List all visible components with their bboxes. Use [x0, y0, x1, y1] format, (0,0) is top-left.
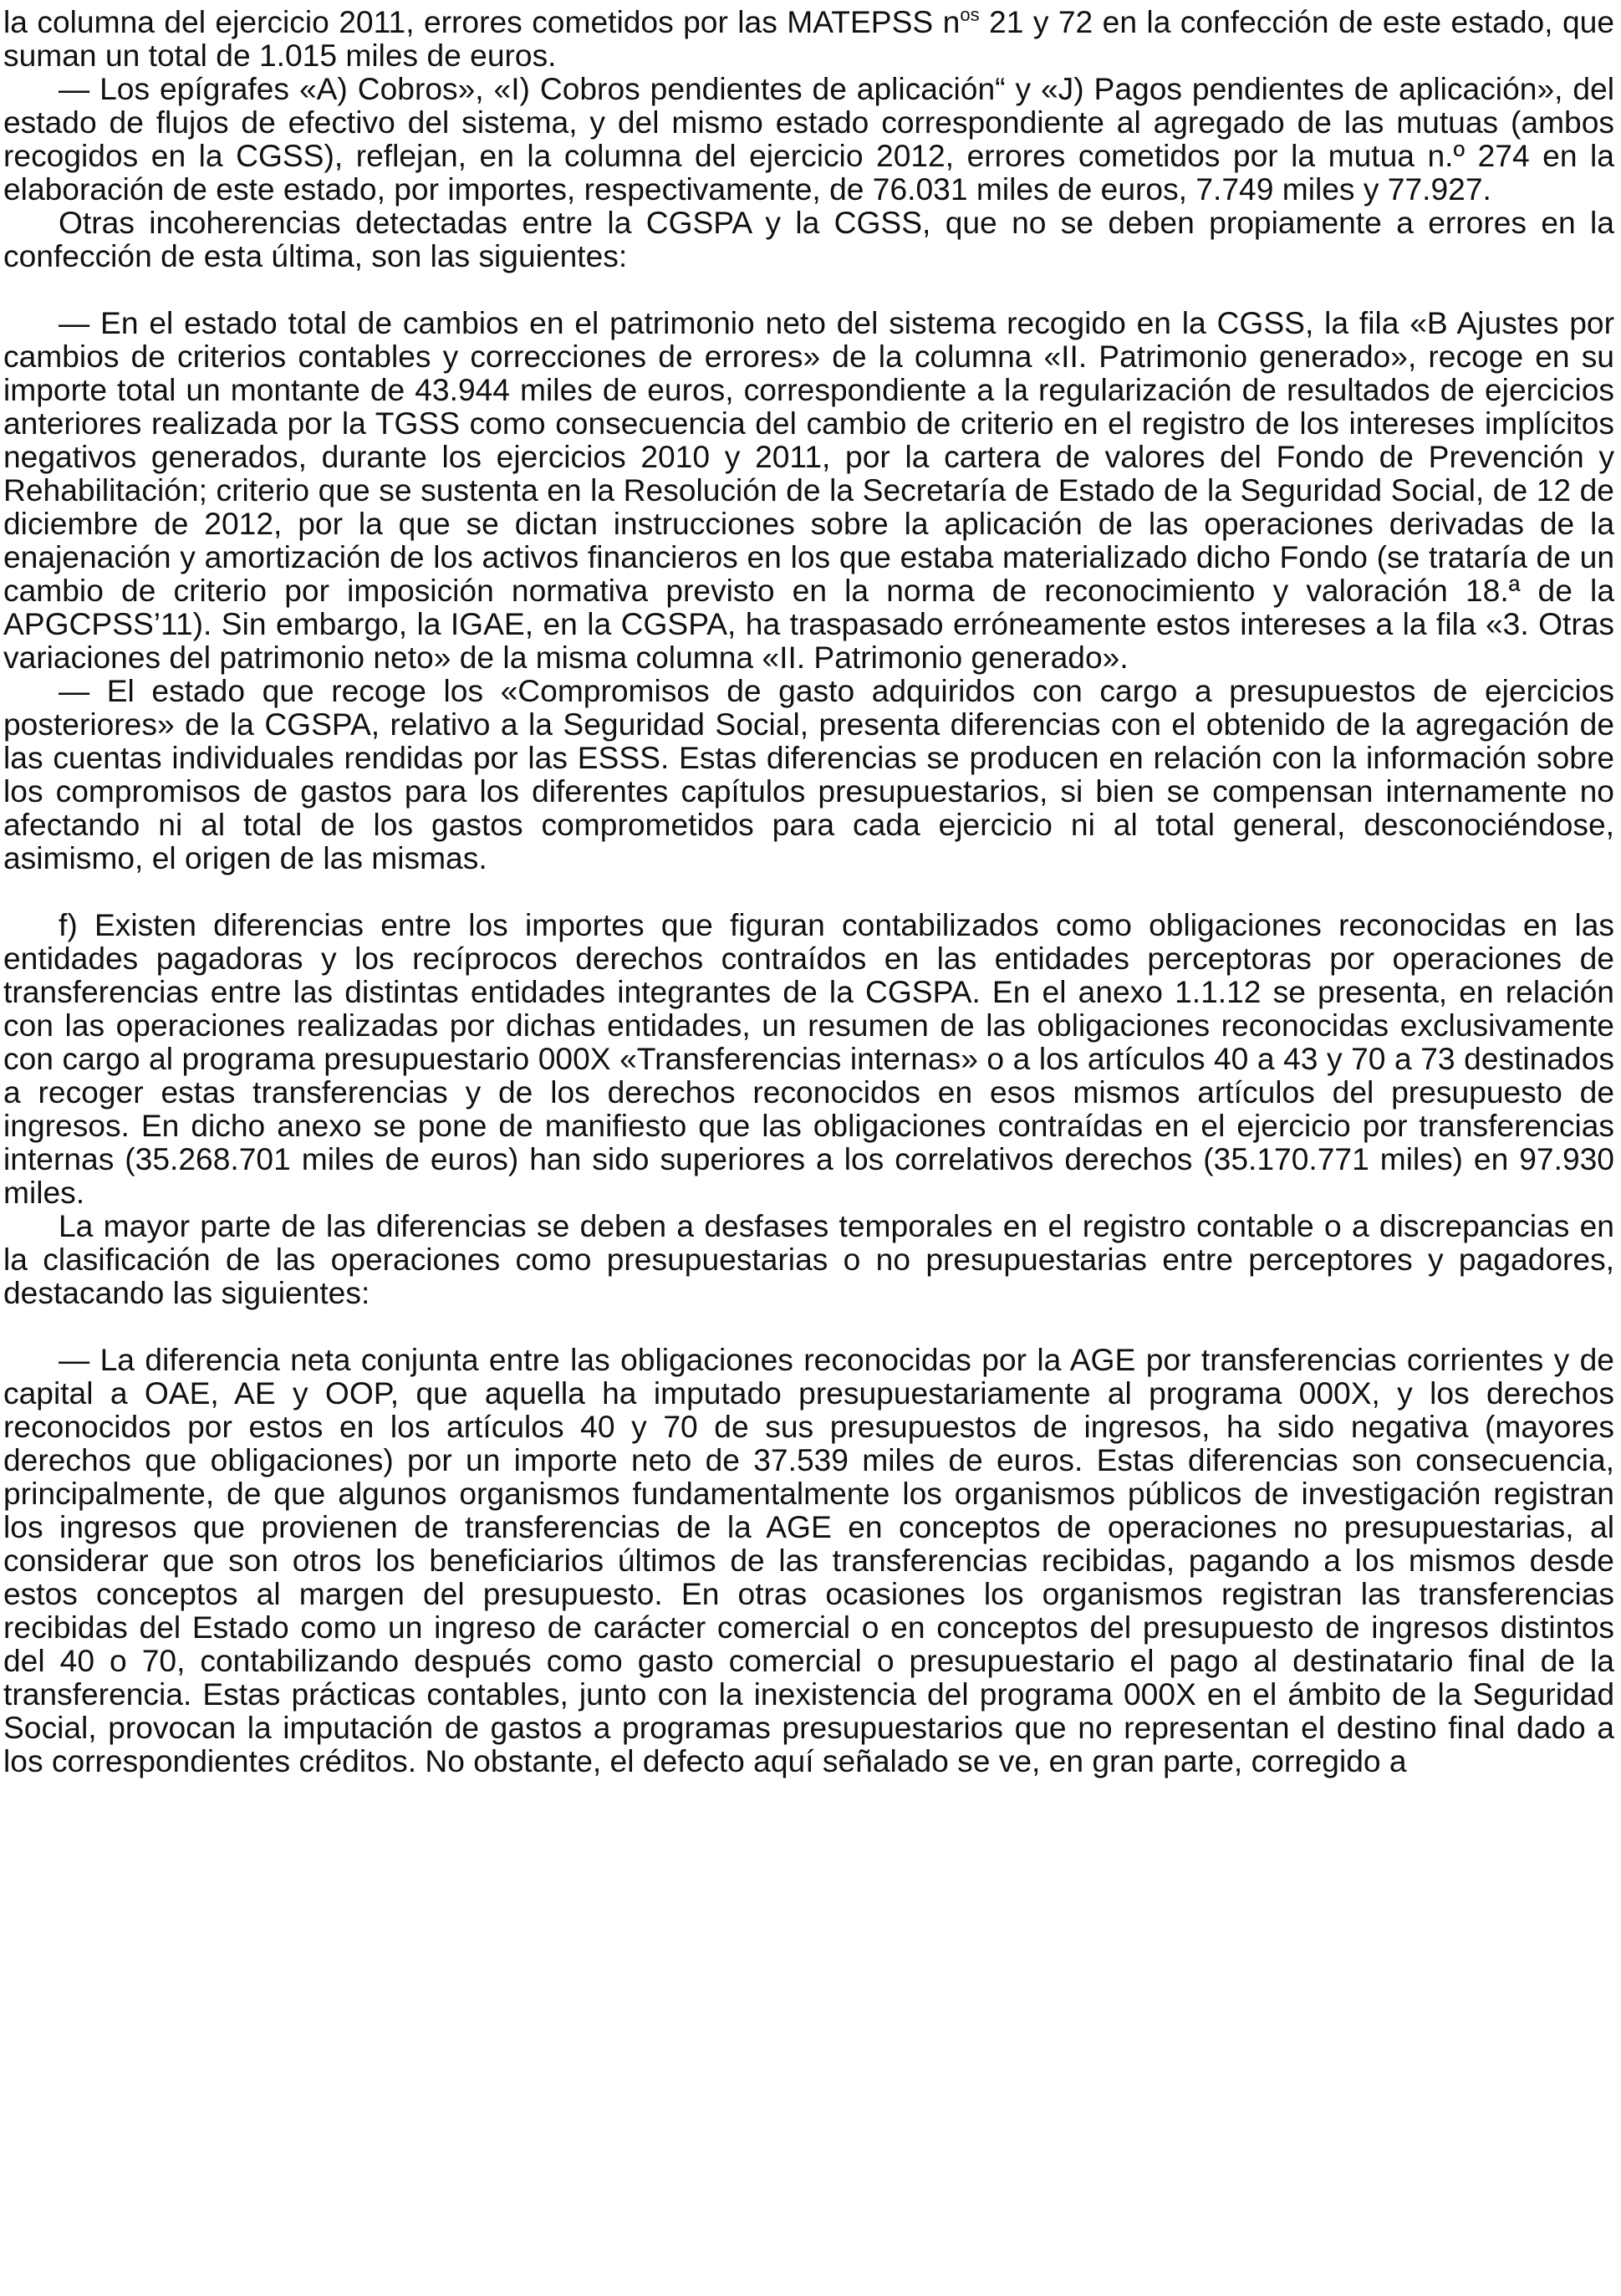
paragraph-bullet: — La diferencia neta conjunta entre las obligaciones reconocidas por la AGE por transferencias corrientes y de capital a OAE, AE y OOP, que aquella ha imputado presupuestariamente al programa 000X, y los derechos reconocidos por estos en los artículos 40 y 70 de sus presupuestos de ingresos, ha sido negativa (mayores derechos que obligaciones) por un importe neto de 37.539 miles de euros. Estas diferencias son consecuencia, principalmente, de que algunos organismos fundamentalmente los organismos públicos de investigación registran los ingresos que provienen de transferencias de la AGE en conceptos de operaciones no presupuestarias, al considerar que son otros los beneficiarios últimos de las transferencias recibidas, pagando a los mismos desde estos conceptos al margen del presupuesto. En otras ocasiones los organismos registran las transferencias recibidas del Estado como un ingreso de carácter comercial o en conceptos del presupuesto de ingresos distintos del 40 o 70, contabilizando después como gasto comercial o presupuestario el pago al destinatario final de la transferencia. Estas prácticas contables, junto con la inexistencia del programa 000X en el ámbito de la Seguridad Social, provocan la imputación de gastos a programas presupuestarios que no representan el destino final dado a los correspondientes créditos. No obstante, el defecto aquí señalado se ve, en gran parte, corregido a — [3, 1342, 1614, 1778]
paragraph-continuation — [3, 5, 1614, 72]
paragraph-text-part: 21 y 72 en la confección de este estado, que suman un total de 1.015 miles de euros. — [3, 4, 1614, 73]
paragraph-intro: Otras incoherencias detectadas entre la CGSPA y la CGSS, que no se deben propiamente a errores en la confección de esta última, son las siguientes: — [3, 205, 1614, 273]
paragraph-item-f: f) Existen diferencias entre los importes que figuran contabilizados como obligaciones reconocidas en las entidades pagadoras y los recíprocos derechos contraídos en las entidades perceptoras por operaciones de transferencias entre las distintas entidades integrantes de la CGSPA. En el anexo 1.1.12 se presenta, en relación con las operaciones realizadas por dichas entidades, un resumen de las obligaciones reconocidas exclusivamente con cargo al programa presupuestario 000X «Transferencias internas» o a los artículos 40 a 43 y 70 a 73 destinados a recoger estas transferencias y de los derechos reconocidos en esos mismos artículos del presupuesto de ingresos. En dicho anexo se pone de manifiesto que las obligaciones contraídas en el ejercicio por transferencias internas (35.268.701 miles de euros) han sido superiores a los correlativos derechos (35.170.771 miles) en 97.930 miles. — [3, 907, 1614, 1210]
superscript-text: os — [960, 4, 980, 25]
paragraph-bullet: — El estado que recoge los «Compromisos de gasto adquiridos con cargo a presupuestos de ejercicios posteriores» de la CGSPA, relativo a la Seguridad Social, presenta diferencias con el obtenido de la agregación de las cuentas individuales rendidas por las ESSS. Estas diferencias se producen en relación con la información sobre los compromisos de gastos para los diferentes capítulos presupuestarios, si bien se compensan internamente no afectando ni al total de los gastos comprometidos para cada ejercicio ni al total general, desconociéndose, asimismo, el origen de las mismas. — [3, 673, 1614, 875]
paragraph-bullet: — Los epígrafes «A) Cobros», «I) Cobros pendientes de aplicación“ y «J) Pagos pendientes de aplicación», del estado de flujos de efectivo del sistema, y del mismo estado correspondiente al agregado de las mutuas (ambos recogidos en la CGSS), reflejan, en la columna del ejercicio 2012, errores cometidos por la mutua n.º 274 en la elaboración de este estado, por importes, respectivamente, de 76.031 miles de euros, 7.749 miles y 77.927. — [3, 71, 1614, 207]
paragraph-bullet: — En el estado total de cambios en el patrimonio neto del sistema recogido en la CGSS, la fila «B Ajustes por cambios de criterios contables y correcciones de errores» de la columna «II. Patrimonio generado», recoge en su importe total un montante de 43.944 miles de euros, correspondiente a la regularización de resultados de ejercicios anteriores realizada por la TGSS como consecuencia del cambio de criterio en el registro de los intereses implícitos negativos generados, durante los ejercicios 2010 y 2011, por la cartera de valores del Fondo de Prevención y Rehabilitación; criterio que se sustenta en la Resolución de la Secretaría de Estado de la Seguridad Social, de 12 de diciembre de 2012, por la que se dictan instrucciones sobre la aplicación de las operaciones derivadas de la enajenación y amortización de los activos financieros en los que estaba materializado dicho Fondo (se trataría de un cambio de criterio por imposición normativa previsto en la norma de reconocimiento y valoración 18.ª de la APGCPSS’11). Sin embargo, la IGAE, en la CGSPA, ha traspasado erróneamente estos intereses a la fila «3. Otras variaciones del patrimonio neto» de la misma columna «II. Patrimonio generado». — [3, 305, 1614, 675]
paragraph-intro: La mayor parte de las diferencias se deben a desfases temporales en el registro contable o a discrepancias en la clasificación de las operaciones como presupuestarias o no presupuestarias entre perceptores y pagadores, destacando las siguientes: — [3, 1208, 1614, 1310]
paragraph-text-part: la columna del ejercicio 2011, errores cometidos por las MATEPSS n — [3, 4, 961, 39]
